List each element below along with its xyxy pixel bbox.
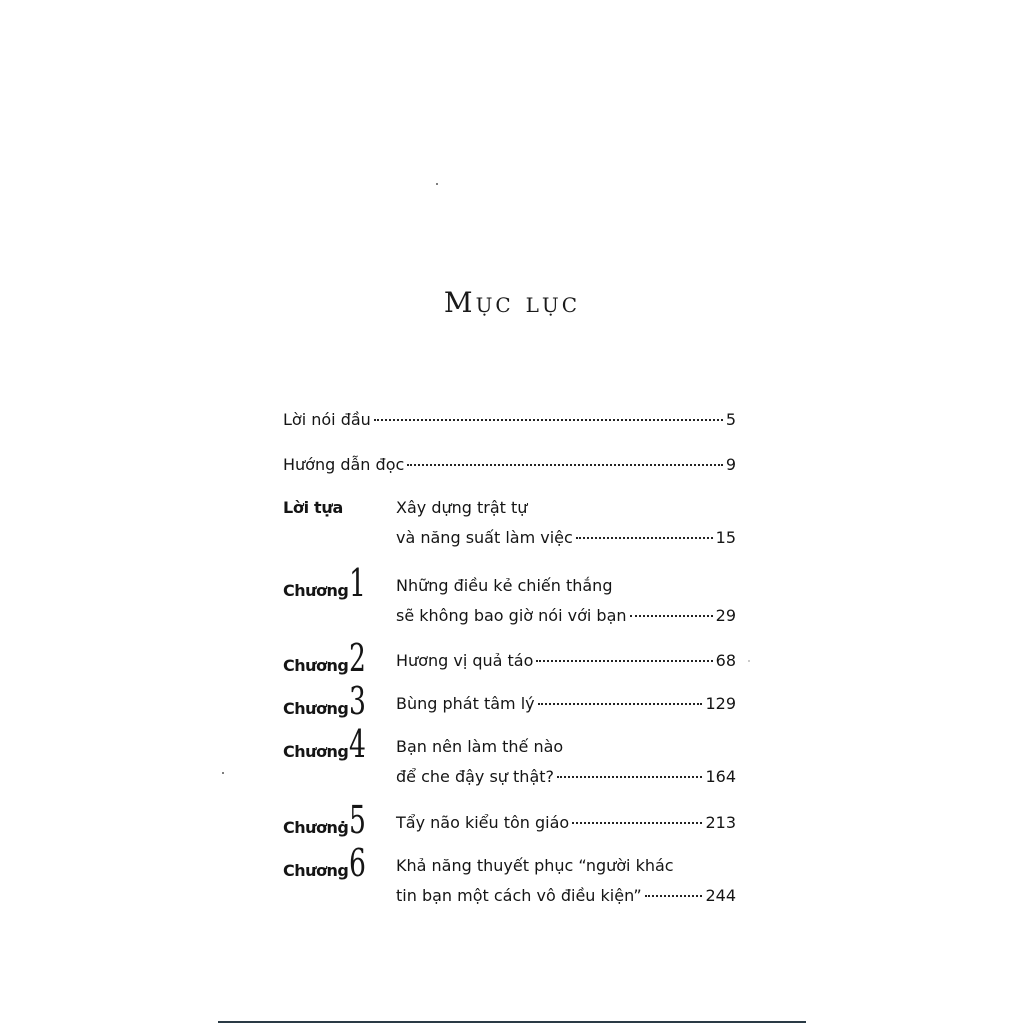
entry-page: 29: [715, 606, 736, 625]
chapter-label: [283, 798, 373, 842]
page-bottom-edge: [218, 1021, 806, 1023]
entry-page: 68: [715, 651, 736, 670]
entry-title-line1: Xây dựng trật tự: [396, 498, 528, 517]
entry-page: 244: [705, 886, 736, 905]
entry-title: Hướng dẫn đọc: [283, 455, 405, 474]
chapter-word: Chươnġ: [283, 818, 349, 837]
dot-leader: [645, 895, 703, 897]
dot-leader: [572, 822, 702, 824]
dot-leader: [536, 660, 712, 662]
chapter-number: 5: [349, 798, 367, 842]
entry-title-line2: để che đậy sự thật?: [396, 767, 555, 786]
toc-entry-reading-guide[interactable]: [283, 455, 736, 475]
chapter-label: [283, 679, 373, 723]
chapter-number: 1: [349, 561, 367, 605]
chapter-number: 2: [349, 636, 367, 680]
entry-title-line1: Hương vị quả táo: [396, 651, 534, 670]
print-speck: [748, 660, 750, 662]
entry-title-line1: Những điều kẻ chiến thắng: [396, 576, 613, 595]
chapter-label: [283, 722, 373, 766]
dot-leader: [374, 419, 723, 421]
entry-title-line2: tin bạn một cách vô điều kiện”: [396, 886, 642, 905]
chapter-label: [283, 561, 373, 605]
entry-title-line1: Bạn nên làm thế nào: [396, 737, 564, 756]
dot-leader: [538, 703, 703, 705]
chapter-word: Chương: [283, 656, 349, 675]
entry-title-line1: Bùng phát tâm lý: [396, 694, 535, 713]
chapter-word: Chương: [283, 581, 349, 600]
chapter-number: 6: [349, 841, 367, 885]
entry-title-line2: và năng suất làm việc: [396, 528, 573, 547]
entry-page: 5: [725, 410, 736, 429]
entry-title-line1: Khả năng thuyết phục “người khác: [396, 856, 674, 875]
print-speck: [436, 183, 438, 185]
entry-page: 15: [715, 528, 736, 547]
chapter-number: 3: [349, 679, 367, 723]
entry-title: Lời nói đầu: [283, 410, 371, 429]
entry-title-line2: sẽ không bao giờ nói với bạn: [396, 606, 627, 625]
entry-page: 213: [705, 813, 736, 832]
foreword-label: Lời tựa: [283, 498, 343, 517]
chapter-word: Chương: [283, 861, 349, 880]
chapter-label: [283, 636, 373, 680]
toc-entry-preface-intro[interactable]: [283, 410, 736, 430]
dot-leader: [407, 464, 723, 466]
entry-title-line1: Tẩy não kiểu tôn giáo: [396, 813, 570, 832]
chapter-word: Chương: [283, 742, 349, 761]
chapter-word: Chương: [283, 699, 349, 718]
print-speck: [222, 772, 224, 774]
chapter-label: [283, 841, 373, 885]
entry-page: 129: [705, 694, 736, 713]
toc-title: Mục lục: [443, 286, 581, 319]
dot-leader: [557, 776, 702, 778]
entry-page: 164: [705, 767, 736, 786]
chapter-number: 4: [349, 722, 367, 766]
entry-page: 9: [725, 455, 736, 474]
dot-leader: [630, 615, 713, 617]
dot-leader: [576, 537, 713, 539]
